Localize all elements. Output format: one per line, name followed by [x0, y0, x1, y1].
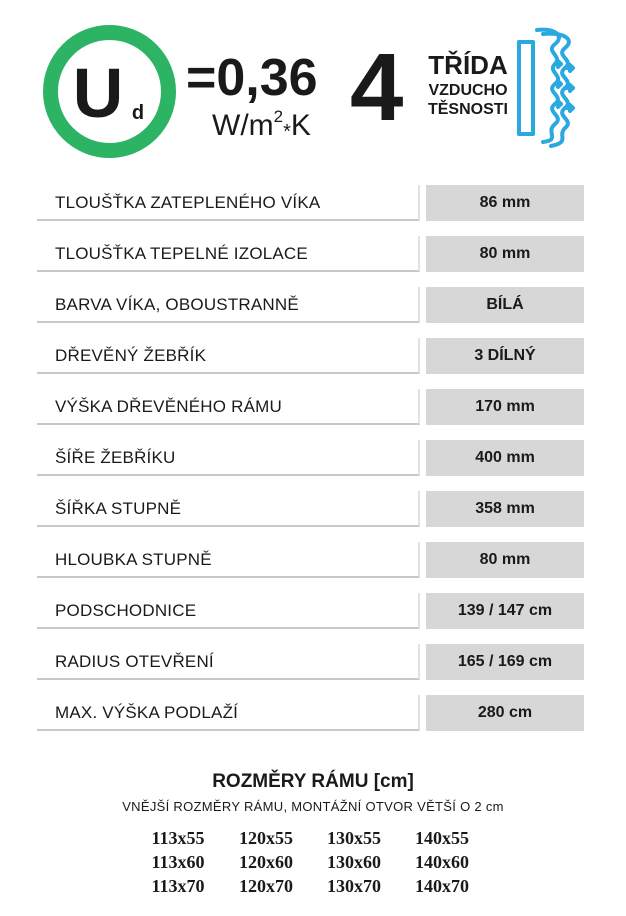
- ud-value: =0,36: [186, 49, 318, 107]
- spec-value: BÍLÁ: [426, 287, 584, 323]
- frame-size: 140x55: [415, 828, 469, 848]
- frame-size: 140x70: [415, 876, 469, 896]
- spec-row: [37, 185, 584, 236]
- spec-row: [37, 389, 584, 440]
- ud-unit: [212, 107, 311, 143]
- ud-unit-exponent: 2: [273, 107, 284, 126]
- spec-value: 400 mm: [426, 440, 584, 476]
- dimensions-subtitle: VNĚJŠÍ ROZMĚRY RÁMU, MONTÁŽNÍ OTVOR VĚTŠÍ O 2 cm: [122, 799, 504, 814]
- frame-size: 113x55: [151, 828, 205, 848]
- spec-row: [37, 695, 584, 746]
- ud-badge: [42, 24, 177, 159]
- frame-size: 120x60: [239, 852, 293, 872]
- airflow-icon: [515, 24, 579, 148]
- spec-row: [37, 593, 584, 644]
- spec-label: RADIUS OTEVŘENÍ: [37, 644, 420, 680]
- spec-value: 165 / 169 cm: [426, 644, 584, 680]
- spec-value: 86 mm: [426, 185, 584, 221]
- spec-label: PODSCHODNICE: [37, 593, 420, 629]
- frame-size: 113x70: [151, 876, 205, 896]
- spec-row: [37, 542, 584, 593]
- frame-size: 140x60: [415, 852, 469, 872]
- ud-unit-multiplier: *: [283, 121, 291, 143]
- spec-value: 80 mm: [426, 236, 584, 272]
- spec-label: TLOUŠŤKA ZATEPLENÉHO VÍKA: [37, 185, 420, 221]
- airtightness-class-label: [418, 52, 518, 118]
- airtightness-class-number: 4: [350, 34, 404, 141]
- spec-label: ŠÍŘKA STUPNĚ: [37, 491, 420, 527]
- spec-value: 80 mm: [426, 542, 584, 578]
- spec-label: BARVA VÍKA, OBOUSTRANNĚ: [37, 287, 420, 323]
- spec-label: HLOUBKA STUPNĚ: [37, 542, 420, 578]
- frame-size: 130x60: [327, 852, 381, 872]
- class-label-line-2: VZDUCHO: [428, 82, 508, 99]
- class-label-line-3: TĚSNOSTI: [427, 101, 508, 118]
- spec-table: [37, 185, 584, 746]
- ud-badge-subscript: d: [131, 102, 145, 124]
- spec-row: [37, 644, 584, 695]
- spec-row: [37, 491, 584, 542]
- spec-row: [37, 338, 584, 389]
- header: [0, 0, 626, 170]
- spec-label: MAX. VÝŠKA PODLAŽÍ: [37, 695, 420, 731]
- spec-value: 280 cm: [426, 695, 584, 731]
- spec-label: VÝŠKA DŘEVĚNÉHO RÁMU: [37, 389, 420, 425]
- spec-row: [37, 440, 584, 491]
- frame-size: 130x70: [327, 876, 381, 896]
- spec-value: 3 DÍLNÝ: [426, 338, 584, 374]
- dimensions-title: ROZMĚRY RÁMU [cm]: [212, 771, 414, 792]
- frame-size: 120x55: [239, 828, 293, 848]
- spec-label: ŠÍŘE ŽEBŘÍKU: [37, 440, 420, 476]
- spec-label: TLOUŠŤKA TEPELNÉ IZOLACE: [37, 236, 420, 272]
- ud-unit-main: W/m: [212, 109, 274, 142]
- class-label-line-1: TŘÍDA: [428, 50, 508, 80]
- frame-size: 130x55: [327, 828, 381, 848]
- ud-unit-tail: K: [290, 109, 311, 142]
- spec-row: [37, 287, 584, 338]
- spec-row: [37, 236, 584, 287]
- frame-size: 113x60: [151, 852, 205, 872]
- spec-label: DŘEVĚNÝ ŽEBŘÍK: [37, 338, 420, 374]
- ud-badge-letter: U: [72, 54, 124, 132]
- frame-size: 120x70: [239, 876, 293, 896]
- spec-value: 139 / 147 cm: [426, 593, 584, 629]
- spec-value: 170 mm: [426, 389, 584, 425]
- dimensions-grid: [134, 827, 494, 897]
- spec-value: 358 mm: [426, 491, 584, 527]
